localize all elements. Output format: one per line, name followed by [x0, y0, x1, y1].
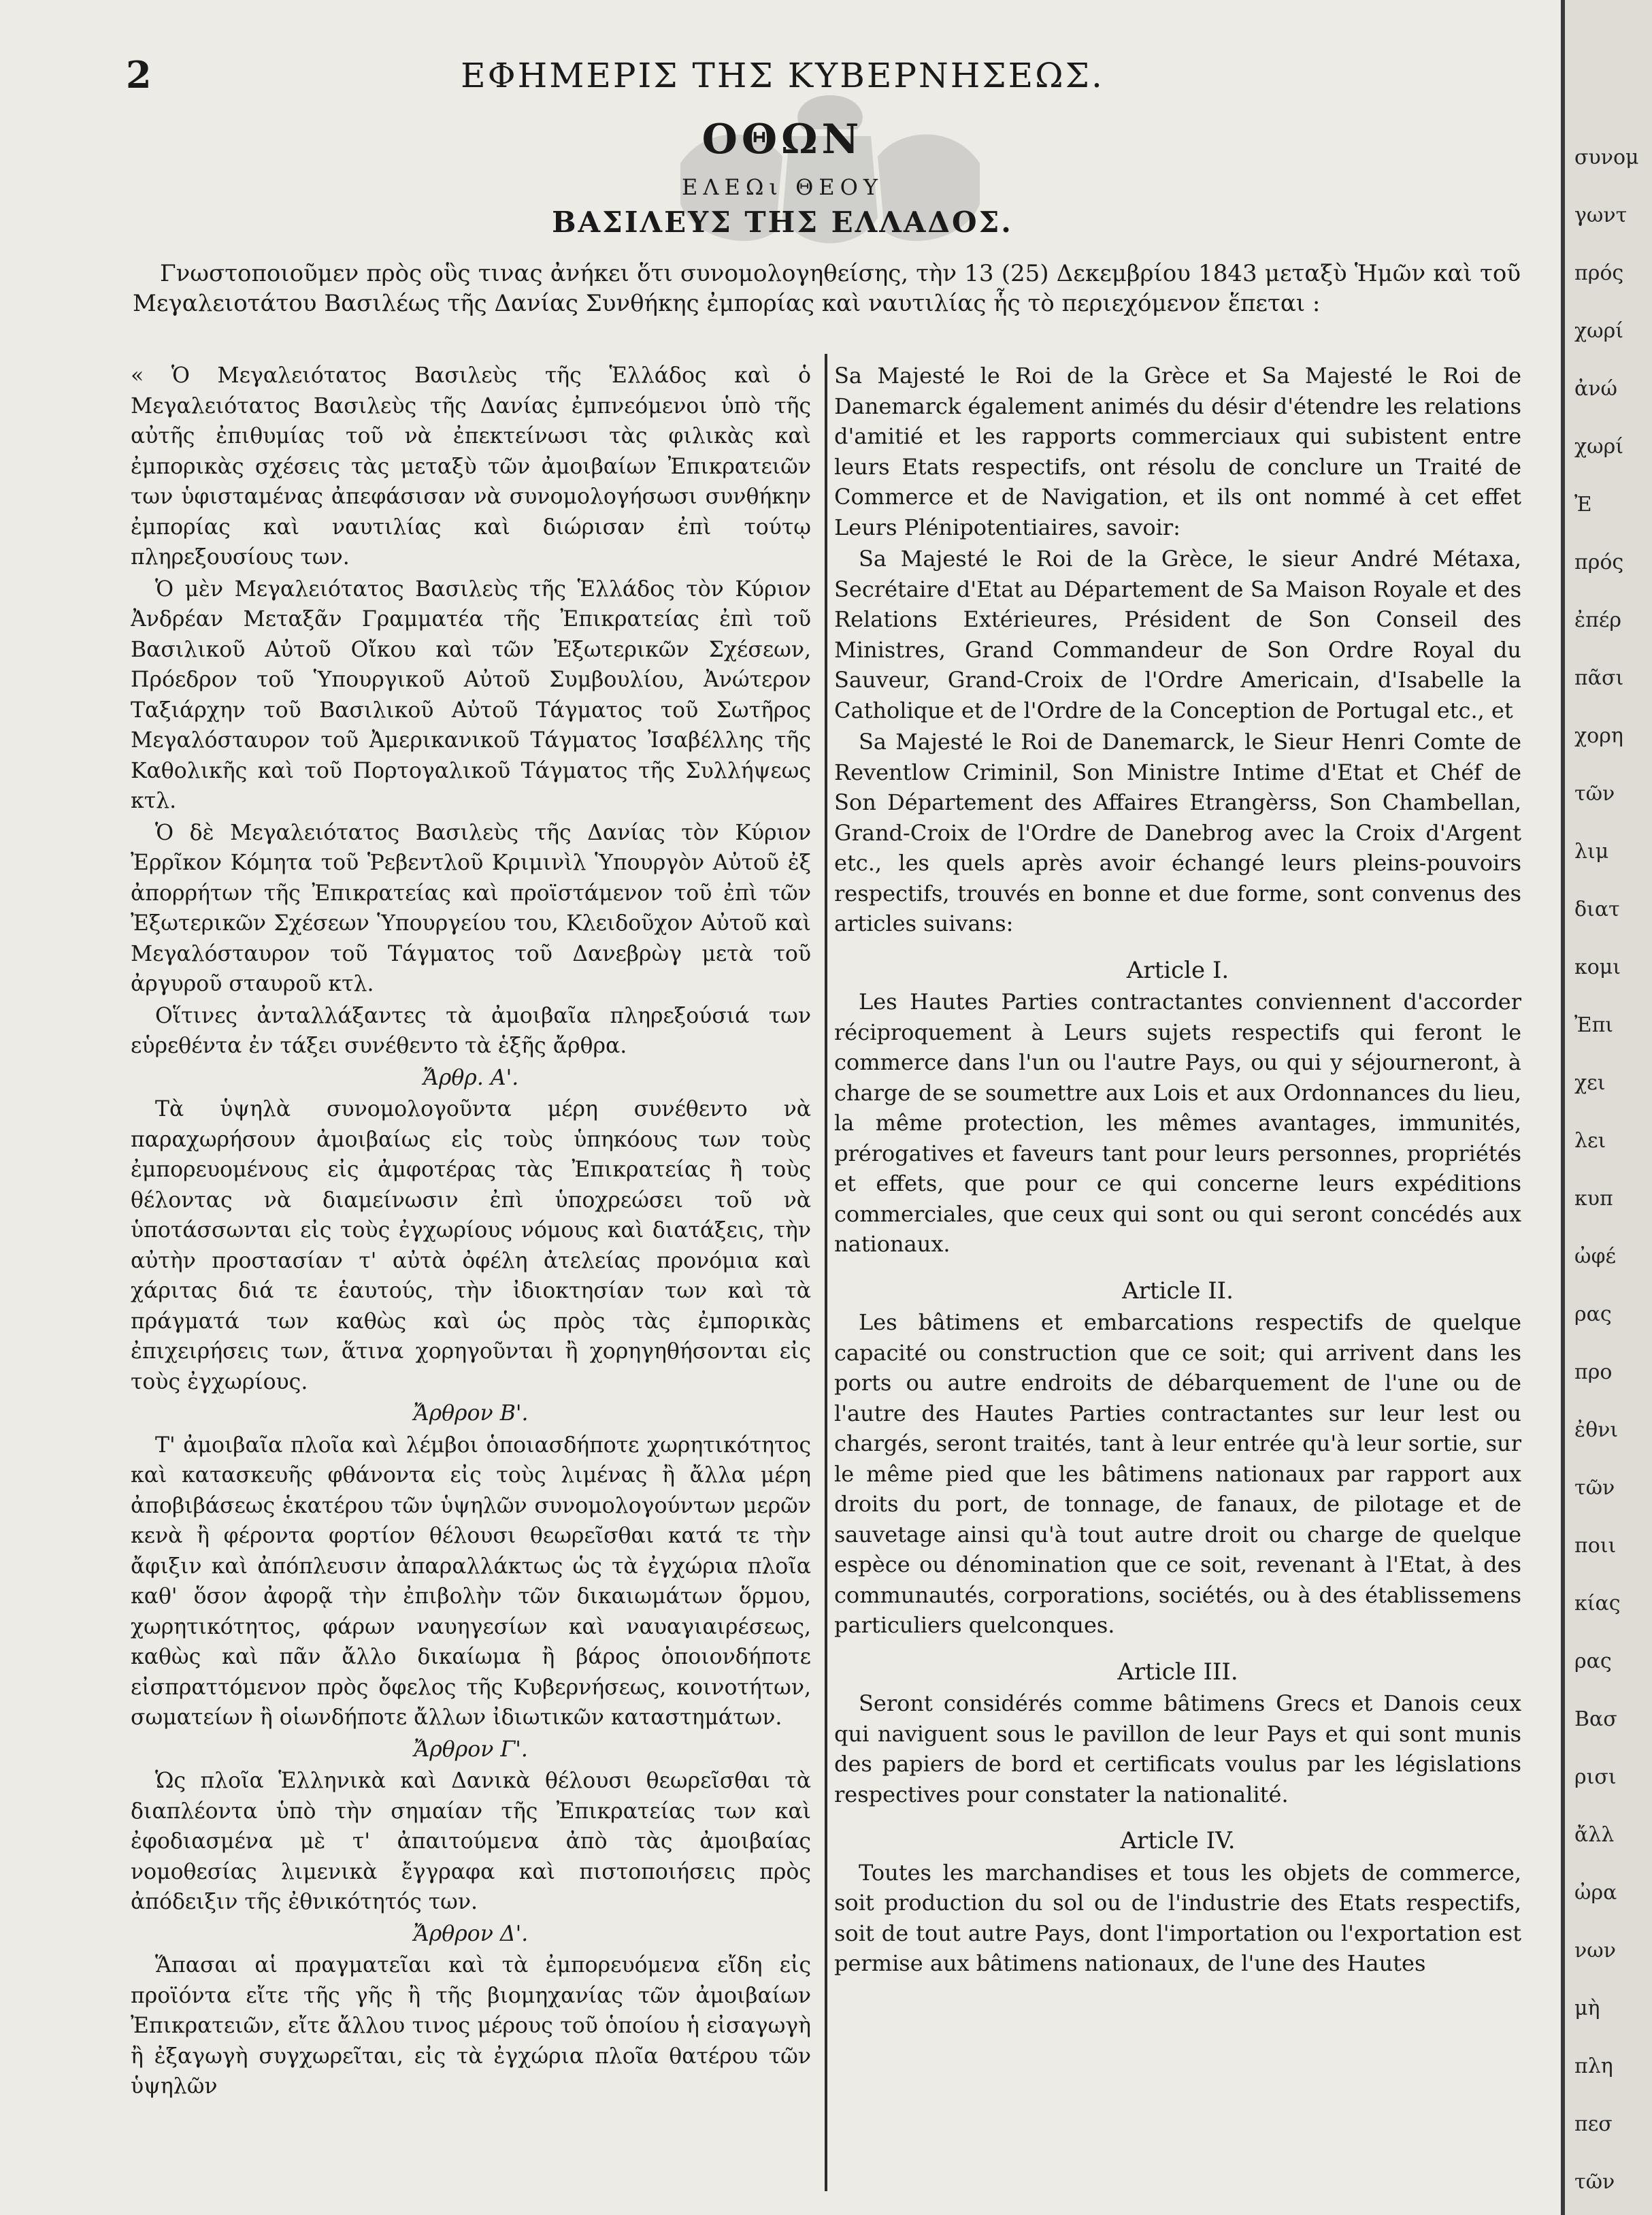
adjacent-page-fragment: λιμ [1574, 840, 1609, 864]
adjacent-page-fragment: ἀνώ [1574, 377, 1617, 401]
adjacent-page-fragment: πρός [1574, 261, 1624, 285]
adjacent-page-fragment: ρισι [1574, 1765, 1617, 1789]
adjacent-page-fragment: ὠρα [1574, 1881, 1617, 1905]
adjacent-page-fragment: ποιι [1574, 1534, 1617, 1558]
adjacent-page-fragment: τῶν [1574, 2170, 1615, 2194]
adjacent-page-fragment: νων [1574, 1939, 1616, 1963]
french-paragraph: Seront considérés comme bâtimens Grecs et Danois ceux qui naviguent sous le pavillon de leur Pays et qui sont munis des papiers de bord et certificats voulus par les législations respectives pour constater la nationalité. [834, 1690, 1521, 1807]
greek-article-heading: Ἄρθρον Β'. [413, 1401, 529, 1426]
adjacent-page-fragment: ἐθνι [1574, 1418, 1619, 1442]
decree-king-title: ΒΑΣΙΛΕΥΣ ΤΗΣ ΕΛΛΑΔΟΣ. [552, 206, 1013, 239]
french-paragraph: Les Hautes Parties contractantes conviennent d'accorder réciproquement à Leurs sujets respectifs qui feront le commerce dans l'un ou l'autre Pays, ou qui y séjourneront, à charge de se soumettre aux Lois et aux Ordonnances du lieu, la même protection, les mêmes avantages, immunités, prérogatives et faveurs tant pour leurs personnes, propriétés et effets, que pour ce qui concerne leurs expéditions commerciales, que ceux qui sont ou qui seront concédés aux nationaux. [834, 989, 1521, 1257]
greek-article-heading: Ἄρθρ. Α'. [423, 1065, 519, 1090]
adjacent-page-fragment: Βασ [1574, 1707, 1617, 1731]
greek-paragraph: Ὡς πλοῖα Ἑλληνικὰ καὶ Δανικὰ θέλουσι θεωρεῖσθαι τὰ διαπλέοντα ὑπὸ τὴν σημαίαν τῆς Ἐπικρατείας των καὶ ἐφοδιασμένα μὲ τ' ἀπαιτούμενα ἀπὸ τὰς ἀμοιβαίας νομοθεσίας λιμενικὰ ἔγγραφα καὶ πιστοποιήσεις πρὸς ἀπόδειξιν τῆς ἐθνικότητός των. [131, 1769, 811, 1914]
french-article-heading: Article IV. [1120, 1827, 1236, 1854]
greek-paragraph: « Ὁ Μεγαλειότατος Βασιλεὺς τῆς Ἑλλάδος καὶ ὁ Μεγαλειότατος Βασιλεὺς τῆς Δανίας ἐμπνεόμενοι ὑπὸ τῆς αὐτῆς ἐπιθυμίας τοῦ νὰ ἐπεκτείνωσι τὰς φιλικὰς καὶ ἐμπορικὰς σχέσεις τὰς μεταξὺ τῶν ἀμοιβαίων Ἐπικρατειῶν των ὑφισταμένας ἀπεφάσισαν νὰ συνομολογήσωσι συνθήκην ἐμπορίας καὶ ναυτιλίας καὶ διώρισαν ἐπὶ τούτῳ πληρεξουσίους των. [131, 363, 811, 570]
page-number: 2 [126, 53, 152, 97]
greek-column [131, 361, 811, 2198]
greek-paragraph: Ὁ μὲν Μεγαλειότατος Βασιλεὺς τῆς Ἑλλάδος τὸν Κύριον Ἀνδρέαν Μεταξᾶν Γραμματέα τῆς Ἐπικρατείας ἐπὶ τοῦ Βασιλικοῦ Αὐτοῦ Οἴκου καὶ τῶν Ἐξωτερικῶν Σχέσεων, Πρόεδρον τοῦ Ὑπουργικοῦ Αὐτοῦ Συμβουλίου, Ἀνώτερον Ταξιάρχην τοῦ Βασιλικοῦ Αὐτοῦ Τάγματος τοῦ Σωτῆρος Μεγαλόσταυρον τοῦ Ἀμερικανικοῦ Τάγματος Ἰσαβέλλης τῆς Καθολικῆς καὶ τοῦ Πορτογαλικοῦ Τάγματος τῆς Συλλήψεως κτλ. [131, 576, 811, 813]
french-paragraph: Sa Majesté le Roi de Danemarck, le Sieur Henri Comte de Reventlow Criminil, Son Ministre Intime d'Etat et Chéf de Son Département des Affaires Etrangèrss, Son Chambellan, Grand-Croix de l'Ordre de Danebrog avec la Croix d'Argent etc., les quels après avoir échangé leurs pleins-pouvoirs respectifs, trouvés en bonne et due forme, sont convenus des articles suivans: [834, 729, 1521, 936]
adjacent-page-fragment: προ [1574, 1360, 1613, 1384]
column-divider [825, 354, 827, 2191]
adjacent-page-fragment: χει [1574, 1071, 1606, 1095]
adjacent-page-fragment: χορη [1574, 724, 1623, 748]
greek-paragraph: Τὰ ὑψηλὰ συνομολογοῦντα μέρη συνέθεντο νὰ παραχωρήσουν ἀμοιβαίως εἰς τοὺς ὑπηκόους των τοὺς ἐμπορευομένους εἰς ἀμφοτέρας τὰς Ἐπικρατείας ἢ τοὺς θέλοντας νὰ διαμείνωσιν ἐπὶ ὑποχρεώσει τοῦ νὰ ὑποτάσσωνται εἰς τοὺς ἐγχωρίους νόμους καὶ διατάξεις, τὴν αὐτὴν προστασίαν τ' αὐτὰ ὀφέλη ἀτελείας προνόμια καὶ χάριτας διά τε ἑαυτούς, τὴν ἰδιοκτησίαν των καὶ τὰ πράγματά των καθὼς καὶ ὡς πρὸς τὰς ἐμπορικὰς ἐπιχειρήσεις των, ἅτινα χορηγοῦνται ἢ χορηγηθήσονται εἰς τοὺς ἐγχωρίους. [131, 1097, 811, 1394]
adjacent-page-fragment: λει [1574, 1129, 1606, 1153]
adjacent-page-fragment: πᾶσι [1574, 666, 1624, 690]
french-article-heading: Article I. [1126, 956, 1229, 984]
greek-paragraph: Οἵτινες ἀνταλλάξαντες τὰ ἀμοιβαῖα πληρεξούσιά των εὑρεθέντα ἐν τάξει συνέθεντο τὰ ἑξῆς ἄρθρα. [131, 1003, 811, 1058]
greek-article-heading: Ἄρθρον Δ'. [413, 1921, 529, 1946]
adjacent-page-fragment: ρας [1574, 1302, 1612, 1326]
french-article-heading: Article II. [1122, 1277, 1234, 1305]
greek-paragraph: Τ' ἀμοιβαῖα πλοῖα καὶ λέμβοι ὁποιασδήποτε χωρητικότητος καὶ κατασκευῆς φθάνοντα εἰς τοὺς λιμένας ἢ ἄλλα μέρη ἀποβιβάσεως ἑκατέρου τῶν ὑψηλῶν συνομολογούντων μερῶν κενὰ ἢ φέροντα φορτίον θέλουσι θεωρεῖσθαι κατά τε τὴν ἄφιξιν καὶ ἀπόπλευσιν ἀπαραλλάκτως ὡς τὰ ἐγχώρια πλοῖα καθ' ὅσον ἀφορᾷ τὴν ἐπιβολὴν τῶν δικαιωμάτων ὅρμου, χωρητικότητος, φάρων ναυηγεσίων καὶ ναυαγιαιρέσεως, καθὼς καὶ πᾶν ἄλλο δικαίωμα ἢ βάρος ὁποιονδήποτε εἰσπραττόμενον πρὸς ὄφελος τῆς Κυβερνήσεως, κοινοτήτων, σωματείων ἢ οἱωνδήποτε ἄλλων ἰδιωτικῶν καταστημάτων. [131, 1432, 811, 1730]
adjacent-page-fragment: πλη [1574, 2054, 1613, 2078]
adjacent-page-fragment: πεσ [1574, 2112, 1613, 2136]
greek-paragraph: Ὁ δὲ Μεγαλειότατος Βασιλεὺς τῆς Δανίας τὸν Κύριον Ἐρρῖκον Κόμητα τοῦ Ῥεβεντλοῦ Κριμινὶλ Ὑπουργὸν Αὐτοῦ ἐξ ἀπορρήτων τῆς Ἐπικρατείας καὶ προϊστάμενον τοῦ ἐπὶ τῶν Ἐξωτερικῶν Σχέσεων Ὑπουργείου του, Κλειδοῦχον Αὐτοῦ καὶ Μεγαλόσταυρον τοῦ Τάγματος τοῦ Δανεβρὼγ μετὰ τοῦ ἀργυροῦ σταυροῦ κτλ. [131, 820, 811, 996]
adjacent-page-fragment: Ἐ [1574, 493, 1592, 516]
adjacent-page-fragment: ἄλλ [1574, 1823, 1615, 1847]
adjacent-page-fragment: κομι [1574, 955, 1621, 979]
adjacent-page-fragment: ρας [1574, 1650, 1612, 1673]
adjacent-page-fragment: διατ [1574, 898, 1620, 921]
gazette-title: ΕΦΗΜΕΡΙΣ ΤΗΣ ΚΥΒΕΡΝΗΣΕΩΣ. [461, 56, 1104, 95]
adjacent-page-fragment: χωρί [1574, 435, 1624, 459]
adjacent-page-fragment: τῶν [1574, 782, 1615, 806]
adjacent-page-fragment: κυπ [1574, 1187, 1613, 1211]
adjacent-page-fragment: Ἐπι [1574, 1013, 1614, 1037]
greek-article-heading: Ἄρθρον Γ'. [414, 1737, 528, 1762]
adjacent-page-fragment: τῶν [1574, 1476, 1615, 1500]
adjacent-page-fragment: κίας [1574, 1592, 1621, 1615]
adjacent-page-fragment: ὠφέ [1574, 1245, 1617, 1268]
adjacent-page-fragment: ἐπέρ [1574, 608, 1621, 632]
preamble-paragraph: Γνωστοποιοῦμεν πρὸς οὓς τινας ἀνήκει ὅτι συνομολογηθείσης, τὴν 13 (25) Δεκεμβρίου 1843 μεταξὺ Ἡμῶν καὶ τοῦ Μεγαλειοτάτου Βασιλέως τῆς Δανίας Συνθήκης ἐμπορίας καὶ ναυτιλίας ἧς τὸ περιεχόμενον ἕπεται : [133, 260, 1521, 317]
french-paragraph: Sa Majesté le Roi de la Grèce et Sa Majesté le Roi de Danemarck également animés du désir d'étendre les relations d'amitié et les rapports commerciaux qui subistent entre leurs Etats respectifs, ont résolu de conclure un Traité de Commerce et de Navigation, et ils ont nommé à cet effet Leurs Plénipotentiaires, savoir: [834, 363, 1521, 540]
greek-paragraph: Ἅπασαι αἱ πραγματεῖαι καὶ τὰ ἐμπορευόμενα εἴδη εἰς προϊόντα εἴτε τῆς γῆς ἢ τῆς βιομηχανίας τῶν ἀμοιβαίων Ἐπικρατειῶν, εἴτε ἄλλου τινος μέρους τοῦ ὁποίου ἡ εἰσαγωγὴ ἢ ἐξαγωγὴ συγχωρεῖται, εἰς τὰ ἐγχώρια πλοῖα θατέρου τῶν ὑψηλῶν [131, 1953, 811, 2099]
french-article-heading: Article III. [1117, 1658, 1238, 1686]
decree-by-grace: ΕΛΕΩι ΘΕΟΥ [681, 174, 884, 200]
adjacent-page-edge [1561, 0, 1652, 2215]
french-column [834, 361, 1521, 2198]
french-paragraph: Toutes les marchandises et tous les objets de commerce, soit production du sol ou de l'industrie des Etats respectifs, soit de tout autre Pays, dont l'importation ou l'exportation est permise aux bâtimens nationaux, de l'une des Hautes [834, 1859, 1521, 1976]
adjacent-page-fragment: μὴ [1574, 1997, 1600, 2020]
adjacent-page-fragment: πρός [1574, 551, 1624, 574]
adjacent-page-fragment: χωρί [1574, 319, 1624, 343]
decree-king-name: ΟΘΩΝ [701, 116, 863, 163]
french-paragraph: Sa Majesté le Roi de la Grèce, le sieur André Métaxa, Secrétaire d'Etat au Département de Sa Maison Royale et des Relations Extérieures, Président de Son Conseil des Ministres, Grand Commandeur de Son Ordre Royal du Sauveur, Grand-Croix de l'Ordre Americain, d'Isabelle la Catholique et de l'Ordre de la Conception de Portugal etc., et [834, 546, 1521, 723]
french-paragraph: Les bâtimens et embarcations respectifs de quelque capacité ou construction que ce soit; qui arrivent dans les ports ou autre endroits de débarquement de l'une ou de l'autre des Hautes Parties contractantes sur leur lest ou chargés, seront traités, tant à leur entrée qu'à leur sortie, sur le même pied que les bâtimens nationaux par rapport aux droits du port, de tonnage, de fanaux, de pilotage et de sauvetage ainsi qu'à tout autre droit ou charge de quelque espèce ou dénomination que ce soit, revenant à l'Etat, à des communautés, corporations, sociétés, ou à des établissemens particuliers quelconques. [834, 1309, 1521, 1638]
adjacent-page-fragment: συνομ [1574, 146, 1639, 169]
adjacent-page-fragment: γωντ [1574, 203, 1628, 227]
